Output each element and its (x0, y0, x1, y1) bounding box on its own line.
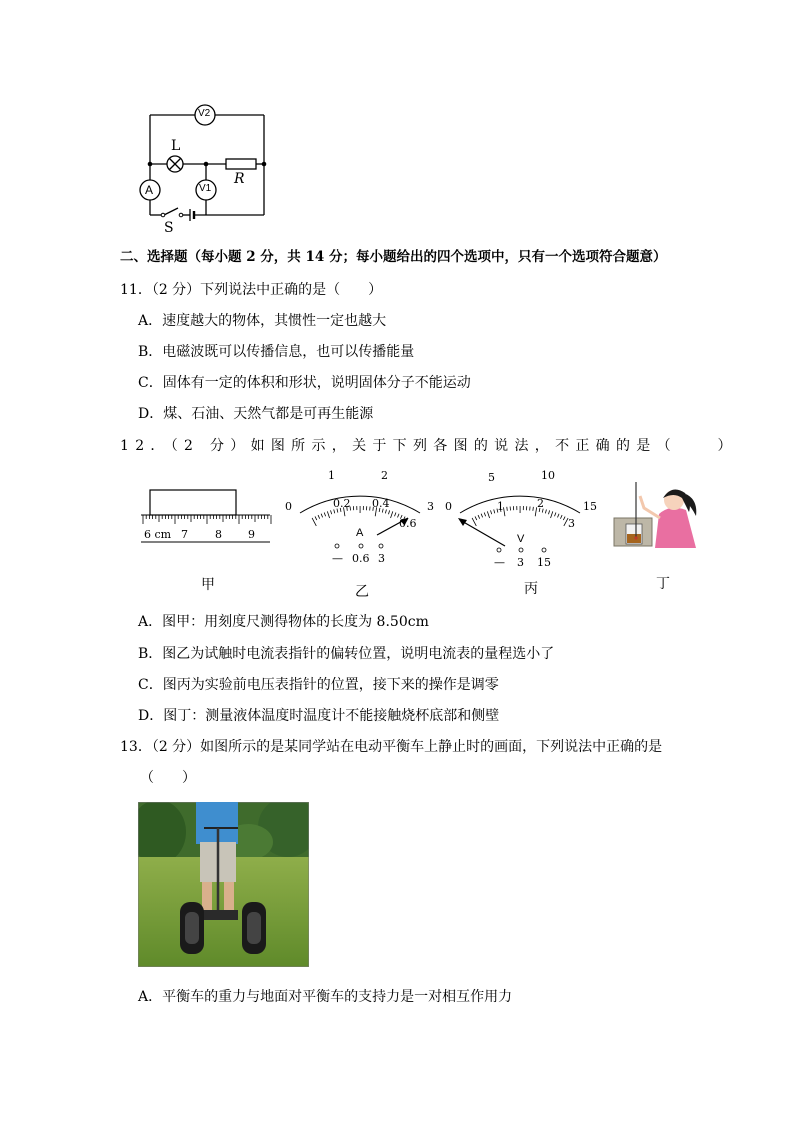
v2-label: V2 (198, 108, 211, 119)
dial-tick-mark (481, 514, 483, 518)
ammeter-terminal-3: 3 (378, 552, 385, 565)
question-11-option-a: A．速度越大的物体，其惯性一定也越大 (138, 313, 387, 329)
voltmeter-dial (440, 468, 600, 568)
dial-tick-mark (327, 511, 329, 518)
ruler-tick-7: 7 (181, 528, 188, 541)
ammeter-symbol: A (356, 527, 364, 539)
dial-tick-mark (318, 515, 320, 519)
voltmeter-symbol: V (517, 533, 525, 545)
question-11-option-d: D．煤、石油、天然气都是可再生能源 (138, 406, 374, 422)
dial-tick-mark (551, 511, 553, 518)
dial-tick-mark (507, 507, 508, 511)
voltmeter-inner-3: 3 (568, 517, 575, 530)
question-11-option-b: B．电磁波既可以传播信息，也可以传播能量 (138, 344, 415, 360)
voltmeter-terminal-neg: — (494, 556, 505, 569)
dial-tick-mark (315, 516, 317, 520)
resistor-label: R (234, 171, 245, 187)
dial-tick-mark (388, 510, 389, 514)
question-11-option-c: C．固体有一定的体积和形状，说明固体分子不能运动 (138, 375, 471, 391)
voltmeter-outer-15: 15 (583, 500, 597, 513)
ammeter-outer-1: 1 (328, 469, 335, 482)
caption-bing: 丙 (524, 581, 538, 597)
ammeter-outer-3: 3 (427, 500, 434, 513)
section-heading: 二、选择题（每小题 2 分，共 14 分；每小题给出的四个选项中，只有一个选项符合题意） (120, 249, 667, 265)
ammeter-terminal-neg: — (332, 552, 343, 565)
dial-tick-mark (331, 510, 332, 514)
dial-tick-mark (548, 510, 549, 514)
caption-yi: 乙 (355, 584, 369, 600)
dial-tick-mark (395, 513, 396, 517)
ruler-tick-6cm: 6 cm (144, 528, 172, 541)
dial-tick-mark (494, 509, 495, 513)
dial-tick-mark (558, 514, 560, 518)
ammeter-inner-0-2: 0.2 (333, 497, 351, 510)
question-12-option-a: A．图甲：用刻度尺测得物体的长度为 8.50cm (138, 614, 429, 630)
dial-tick-mark (385, 509, 386, 513)
voltmeter-outer-10: 10 (541, 469, 555, 482)
question-12-stem: 12．（2 分）如图所示，关于下列各图的说法，不正确的是（ ） (120, 438, 738, 454)
thermometer-figure (612, 478, 702, 553)
dial-tick-mark (472, 518, 476, 526)
voltmeter-outer-5: 5 (488, 471, 495, 484)
dial-tick-mark (324, 512, 325, 516)
dial-tick-mark (491, 510, 492, 514)
dial-tick-mark (560, 515, 562, 519)
question-13-option-a: A．平衡车的重力与地面对平衡车的支持力是一对相互作用力 (138, 989, 513, 1005)
dial-tick-mark (533, 507, 534, 511)
lamp-label: L (171, 138, 181, 154)
question-12-option-c: C．图丙为实验前电压表指针的位置，接下来的操作是调零 (138, 677, 499, 693)
ammeter-inner-0-6: 0.6 (399, 517, 417, 530)
dial-tick-mark (478, 515, 480, 519)
question-13-stem: 13．（2 分）如图所示的是某同学站在电动平衡车上静止时的画面，下列说法中正确的是 (120, 739, 663, 755)
v1-label: V1 (199, 183, 212, 194)
ammeter-inner-0-4: 0.4 (372, 497, 390, 510)
caption-ding: 丁 (656, 576, 670, 592)
dial-tick-mark (487, 511, 489, 518)
question-11-stem: 11．（2 分）下列说法中正确的是（ ） (120, 282, 383, 298)
voltmeter-terminal-3: 3 (517, 556, 524, 569)
dial-tick-mark (563, 517, 565, 521)
voltmeter-outer-0: 0 (445, 500, 452, 513)
question-13-stem-tail: （ ） (140, 770, 196, 786)
ruler-tick-8: 8 (215, 528, 222, 541)
switch-label: S (164, 220, 174, 236)
dial-tick-mark (484, 512, 485, 516)
dial-tick-mark (312, 518, 316, 526)
question-12-option-d: D．图丁：测量液体温度时温度计不能接触烧杯底部和侧壁 (138, 708, 500, 724)
ammeter-outer-2: 2 (381, 469, 388, 482)
ammeter-terminal-0-6: 0.6 (352, 552, 370, 565)
voltmeter-inner-2: 2 (537, 497, 544, 510)
ammeter-outer-0: 0 (285, 500, 292, 513)
voltmeter-terminal-15: 15 (537, 556, 551, 569)
ammeter-label: A (145, 183, 154, 197)
question-12-option-b: B．图乙为试触时电流表指针的偏转位置，说明电流表的量程选小了 (138, 646, 555, 662)
dial-tick-mark (334, 509, 335, 513)
dial-tick-mark (545, 509, 546, 513)
voltmeter-inner-1: 1 (497, 500, 504, 513)
dial-tick-mark (555, 513, 556, 517)
dial-tick-mark (391, 511, 393, 518)
dial-tick-mark (321, 514, 323, 518)
caption-jia: 甲 (201, 577, 215, 593)
dial-tick-mark (475, 516, 477, 520)
balance-scooter-photo (138, 802, 309, 967)
circuit-diagram (130, 100, 280, 240)
ruler-tick-9: 9 (248, 528, 255, 541)
